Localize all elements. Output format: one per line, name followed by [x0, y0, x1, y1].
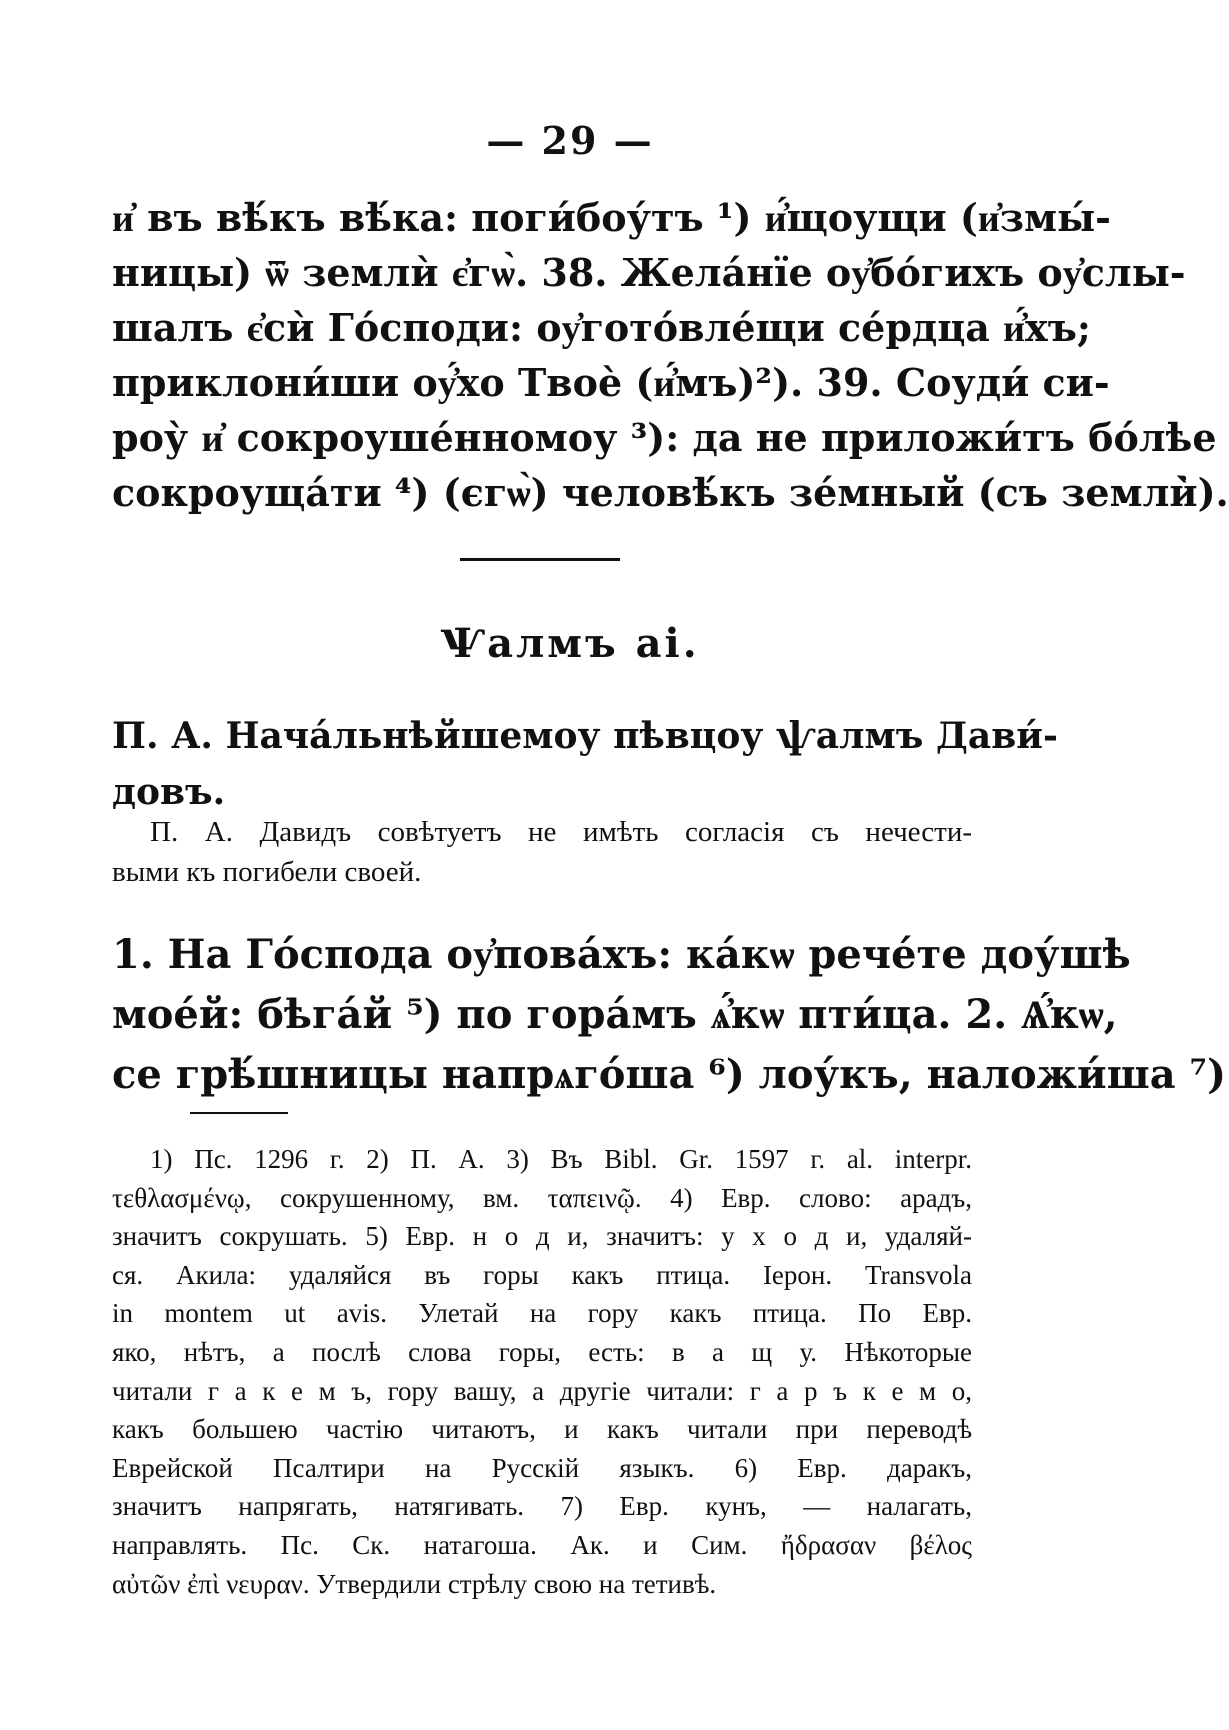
footnote-line: τεθλασμένῳ, сокрушенному, вм. ταπεινῷ. 4) Евр. слово: арадъ, — [112, 1182, 972, 1213]
footnote-line: значитъ напрягать, натягивать. 7) Евр. кунъ, — налагать, — [112, 1491, 972, 1522]
psalm-verses-continued — [112, 190, 1229, 520]
verse-line: приклони́ши оу҆́хо Твоѐ (и҆́мъ)²). 39. Соуди́ си- — [112, 360, 1110, 405]
psalm-inscription — [112, 708, 1058, 820]
footnotes — [112, 1140, 972, 1603]
footnote-line: αὐτῶν ἐπὶ νευραν. Утвердили стрѣлу свою на тетивѣ. — [112, 1568, 717, 1599]
footnote-divider — [190, 1112, 288, 1114]
verse-line: 1. На Го́спода оу҆пова́хъ: ка́кѡ рече́те доу́шѣ — [112, 931, 1131, 978]
psalm-summary — [112, 812, 972, 892]
verse-line: сокроуща́ти ⁴) (єгѡ̀) человѣ́къ зе́мный (съ земли̇̀). — [112, 470, 1229, 515]
section-divider — [460, 558, 620, 561]
footnote-line: Еврейской Псалтири на Русскій языкъ. 6) Евр. даракъ, — [112, 1452, 972, 1483]
page-number: — 29 — — [486, 118, 654, 163]
verse-line: роу̀ и҆ сокроуше́нномоу ³): да не приложи́тъ бо́лѣе — [112, 415, 1217, 460]
psalm-heading: Ѱалмъ аі. — [440, 620, 700, 667]
verse-line: ницы) ѿ землѝ є҆гѡ̀. 38. Жела́нїе оу҆бо́гихъ оу҆слы- — [112, 250, 1186, 295]
footnote-line: 1) Пс. 1296 г. 2) П. А. 3) Въ Bibl. Gr. 1597 г. al. interpr. — [150, 1144, 972, 1174]
summary-line: выми къ погибели своей. — [112, 856, 422, 888]
footnote-line: какъ большею частію читаютъ, и какъ читали при переводѣ — [112, 1414, 972, 1445]
footnote-line: читали г а к е м ъ, гору вашу, а другіе читали: г а р ъ к е м о, — [112, 1375, 972, 1406]
footnote-line: ся. Акила: удаляйся въ горы какъ птица. Іерон. Transvola — [112, 1259, 972, 1290]
summary-line: П. А. Давидъ совѣтуетъ не имѣть согласія съ нечести- — [150, 816, 972, 848]
inscription-line: П. А. Нача́льнѣйшемоу пѣвцоу ѱалмъ Дави́- — [112, 715, 1058, 757]
verse-line: и҆ въ вѣ́къ вѣ́ка: поги́боу́тъ ¹) и҆́щоущи (и҆змы́- — [112, 195, 1111, 240]
footnote-line: in montem ut avis. Улетай на гору какъ птица. По Евр. — [112, 1298, 972, 1329]
verse-line: се грѣ́шницы напрѧго́ша ⁶) лоу́къ, наложи́ша ⁷) — [112, 1051, 1227, 1098]
psalm-verses — [112, 925, 1227, 1105]
verse-line: шалъ є҆сѝ Го́споди: оу҆гото́вле́щи се́рдца и҆́хъ; — [112, 305, 1091, 350]
footnote-line: значитъ сокрушать. 5) Евр. н о д и, значитъ: у х о д и, удаляй- — [112, 1221, 972, 1252]
footnote-line: яко, нѣтъ, а послѣ слова горы, есть: в а щ у. Нѣкоторые — [112, 1336, 972, 1367]
verse-line: мое́й: бѣга́й ⁵) по гора́мъ ѧ҆́кѡ пти́ца. 2. Ѧ҆́кѡ, — [112, 991, 1118, 1038]
inscription-line: довъ. — [112, 771, 226, 813]
footnote-line: направлять. Пс. Ск. натагоша. Ак. и Сим. ἤδρασαν βέλος — [112, 1529, 972, 1560]
